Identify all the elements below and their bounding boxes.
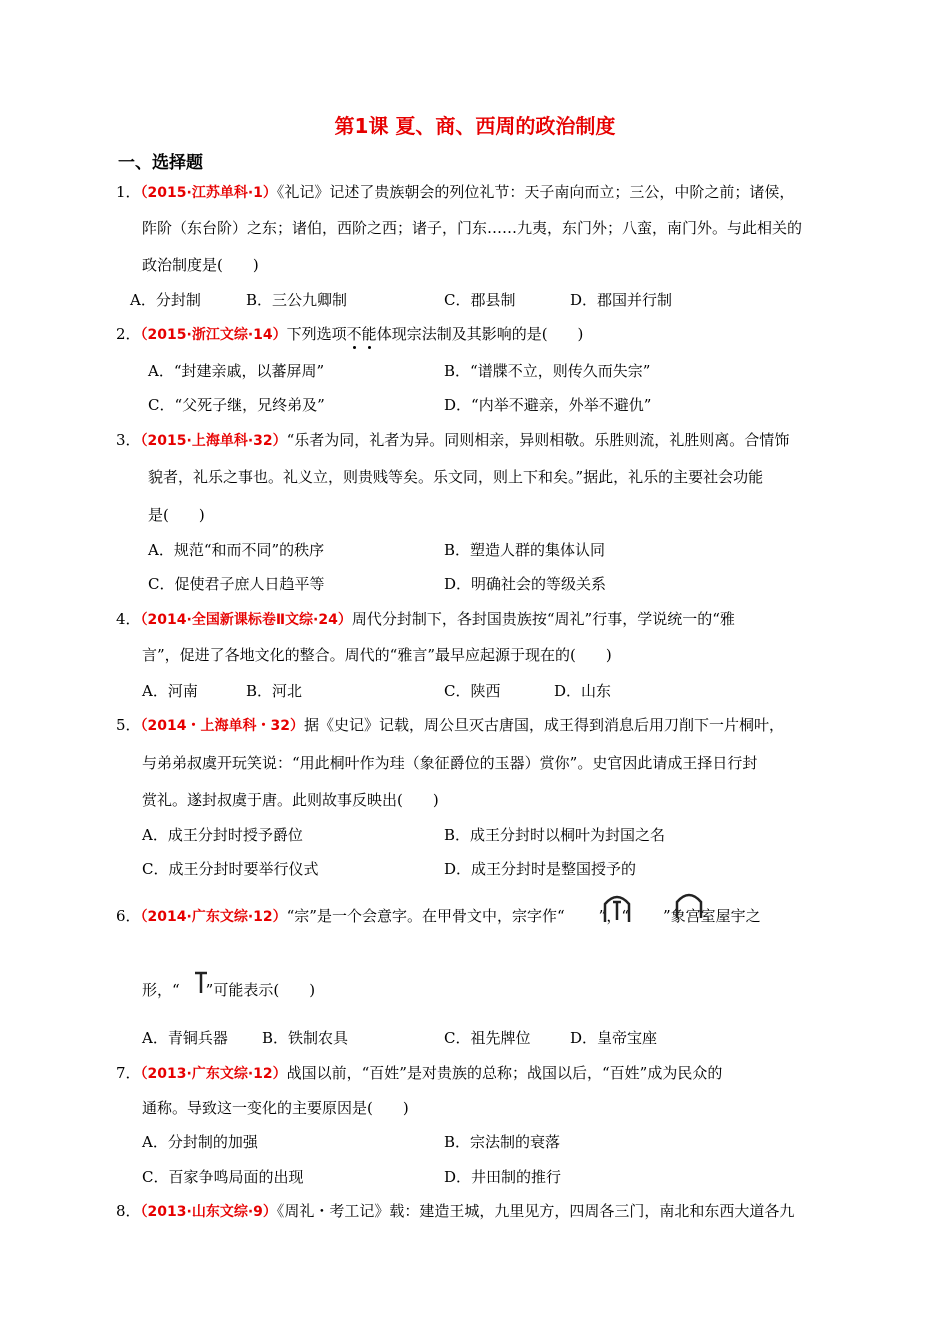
question-1-line-2: 阼阶（东台阶）之东；诸伯，西阶之西；诸子，门东……九夷，东门外；八蛮，南门外。与此相关的	[142, 219, 803, 237]
question-text: “乐者为同，礼者为异。同则相亲，异则相敬。乐胜则流，礼胜则离。合情饰	[286, 431, 790, 449]
q1-option-a: A．分封制	[130, 291, 201, 309]
q5-option-a: A．成王分封时授予爵位	[142, 826, 303, 844]
q5-option-b: B．成王分封时以桐叶为封国之名	[444, 826, 666, 844]
question-1-line-3: 政治制度是( )	[142, 256, 259, 274]
q3-option-d: D．明确社会的等级关系	[444, 575, 607, 593]
oracle-roof-glyph-icon	[674, 888, 704, 920]
q3-option-b: B．塑造人群的集体认同	[444, 541, 606, 559]
q7-option-d: D．井田制的推行	[444, 1168, 562, 1186]
question-text: 《礼记》记述了贵族朝会的列位礼节：天子南向而立；三公，中阶之前；诸侯，	[276, 183, 795, 201]
question-source: （2014·广东文综·12）	[140, 909, 287, 925]
question-3-line-2: 貌者，礼乐之事也。礼义立，则贵贱等矣。乐文同，则上下和矣。”据此，礼乐的主要社会功能	[148, 468, 764, 486]
question-4-line-1	[116, 609, 735, 630]
question-number: 3．	[116, 431, 141, 449]
q5-option-c: C．成王分封时要举行仪式	[142, 860, 319, 878]
question-text: ”象宫室屋宇之	[663, 907, 761, 925]
q7-option-c: C．百家争鸣局面的出现	[142, 1168, 304, 1186]
question-text: 《周礼・考工记》载：建造王城，九里见方，四周各三门，南北和东西大道各九	[276, 1202, 795, 1220]
q2-option-d: D．“内举不避亲，外举不避仇”	[444, 396, 652, 414]
question-4-line-2: 言”，促进了各地文化的整合。周代的“雅言”最早应起源于现在的( )	[142, 646, 612, 664]
question-8-line-1	[116, 1201, 794, 1222]
question-text: 周代分封制下，各封国贵族按“周礼”行事，学说统一的“雅	[351, 610, 735, 628]
q4-option-a: A．河南	[142, 682, 198, 700]
q6-option-a: A．青铜兵器	[142, 1029, 228, 1047]
question-number: 8．	[116, 1202, 141, 1220]
q6-option-c: C．祖先牌位	[444, 1029, 531, 1047]
emphasis-char: 能	[361, 325, 377, 343]
q2-option-a: A．“封建亲戚，以蕃屏周”	[148, 362, 325, 380]
question-2-line-1	[116, 324, 583, 345]
question-text: 战国以前，“百姓”是对贵族的总称；战国以后，“百姓”成为民众的	[286, 1064, 723, 1082]
page-title: 第1课 夏、商、西周的政治制度	[334, 114, 616, 138]
question-source: （2015·上海单科·32）	[140, 433, 287, 449]
oracle-tablet-glyph-icon	[192, 970, 210, 996]
question-source: （2014·全国新课标卷Ⅱ文综·24）	[140, 612, 352, 628]
question-5-line-2: 与弟弟叔虞开玩笑说：“用此桐叶作为珪（象征爵位的玉器）赏你”。史官因此请成王择日行封	[142, 754, 758, 772]
question-3-line-1	[116, 430, 789, 451]
question-text: 据《史记》记载，周公旦灭古唐国，成王得到消息后用刀削下一片桐叶，	[304, 716, 785, 734]
q3-option-c: C．促使君子庶人日趋平等	[148, 575, 325, 593]
q7-option-b: B．宗法制的衰落	[444, 1133, 561, 1151]
q6-option-d: D．皇帝宝座	[570, 1029, 658, 1047]
q2-option-c: C．“父死子继，兄终弟及”	[148, 396, 325, 414]
question-5-line-3: 赏礼。遂封叔虞于唐。此则故事反映出( )	[142, 791, 439, 809]
question-source: （2015·江苏单科·1）	[140, 185, 277, 201]
q2-option-b: B．“谱牒不立，则传久而失宗”	[444, 362, 651, 380]
question-source: （2015·浙江文综·14）	[140, 327, 287, 343]
question-source: （2014・上海单科・32）	[140, 718, 304, 734]
question-number: 7．	[116, 1064, 141, 1082]
question-text: “宗”是一个会意字。在甲骨文中，宗字作“	[286, 907, 565, 925]
question-number: 4．	[116, 610, 141, 628]
question-text: 形，“	[142, 981, 180, 999]
q7-option-a: A．分封制的加强	[142, 1133, 258, 1151]
question-number: 2．	[116, 325, 141, 343]
q4-option-b: B．河北	[246, 682, 303, 700]
question-text: ”可能表示( )	[205, 981, 316, 999]
q1-option-d: D．郡国并行制	[570, 291, 673, 309]
question-5-line-1	[116, 715, 784, 736]
question-6-line-1	[116, 906, 761, 927]
q4-option-c: C．陕西	[444, 682, 501, 700]
question-6-line-2	[142, 980, 315, 1000]
question-1-line-1	[116, 182, 794, 203]
q6-option-b: B．铁制农具	[262, 1029, 349, 1047]
q4-option-d: D．山东	[554, 682, 612, 700]
q3-option-a: A．规范“和而不同”的秩序	[148, 541, 325, 559]
q1-option-b: B．三公九卿制	[246, 291, 348, 309]
question-number: 5．	[116, 716, 141, 734]
question-source: （2013·广东文综·12）	[140, 1066, 287, 1082]
question-number: 6．	[116, 907, 141, 925]
emphasis-char: 不	[346, 325, 362, 343]
question-7-line-2: 通称。导致这一变化的主要原因是( )	[142, 1099, 409, 1117]
question-3-line-3: 是( )	[148, 506, 205, 524]
section-heading: 一、选择题	[118, 153, 203, 173]
oracle-zong-glyph-icon	[602, 888, 632, 924]
q5-option-d: D．成王分封时是整国授予的	[444, 860, 637, 878]
question-text: 体现宗法制及其影响的是( )	[376, 325, 584, 343]
question-text: 下列选项	[286, 325, 347, 343]
question-7-line-1	[116, 1063, 722, 1084]
question-text: ”，“	[598, 907, 629, 925]
question-number: 1．	[116, 183, 141, 201]
q1-option-c: C．郡县制	[444, 291, 516, 309]
question-source: （2013·山东文综·9）	[140, 1204, 277, 1220]
